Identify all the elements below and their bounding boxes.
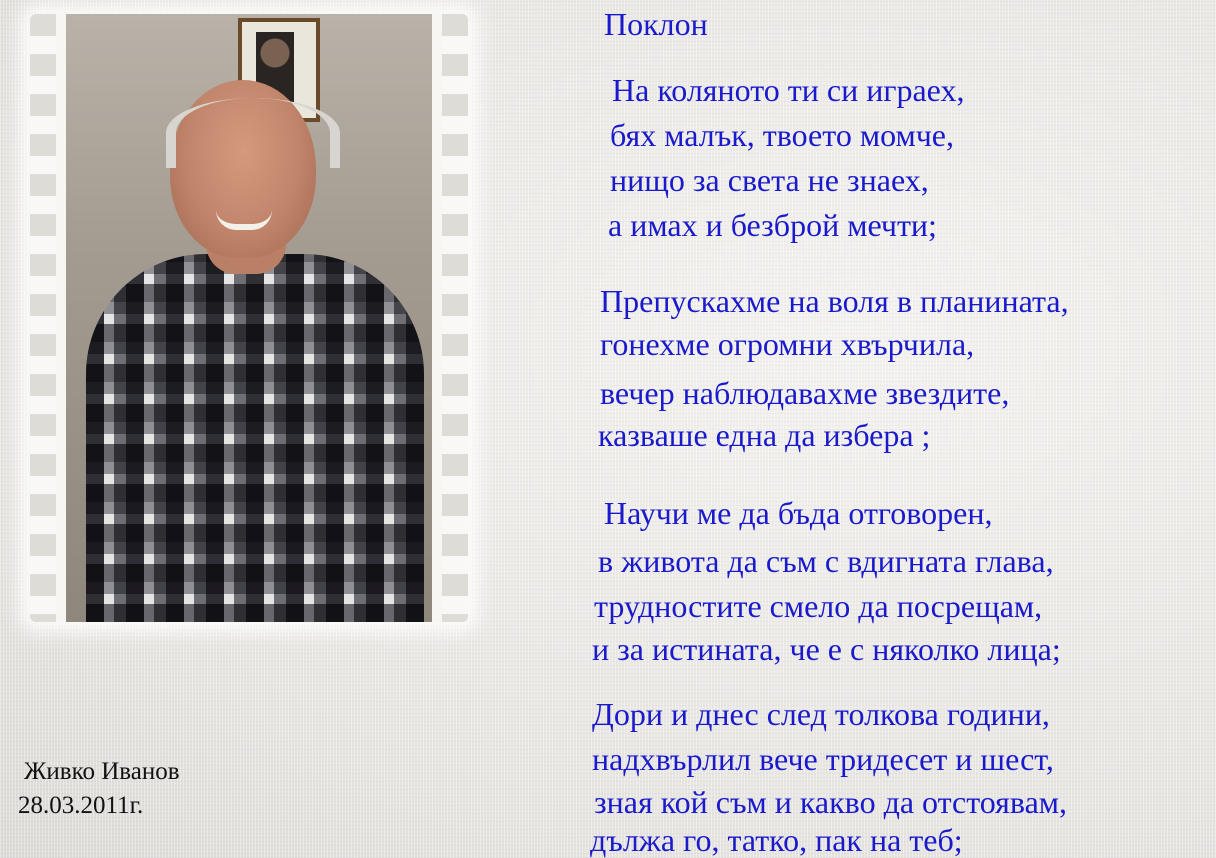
poem-line: казваше една да избера ; <box>598 417 931 453</box>
poem-line: вечер наблюдавахме звездите, <box>600 375 1010 411</box>
poem-line: Препускахме на воля в планината, <box>600 283 1069 319</box>
poem-line: зная кой съм и какво да отстоявам, <box>594 784 1068 820</box>
poem-date: 28.03.2011г. <box>18 792 144 819</box>
film-strip-left <box>30 14 56 622</box>
poem-line: трудностите смело да посрещам, <box>594 588 1043 624</box>
poem-line: а имах и безброй мечти; <box>608 207 937 243</box>
poem-line: гонехме огромни хвърчила, <box>600 326 975 362</box>
poem-line: На коляното ти си играех, <box>612 72 965 108</box>
poem-line: бях малък, твоето момче, <box>610 117 954 153</box>
poem-line: Научи ме да бъда отговорен, <box>604 495 993 531</box>
poem-line: Дори и днес след толкова години, <box>592 696 1050 732</box>
photo-frame <box>30 14 468 622</box>
poem-line: нищо за света не знаех, <box>610 162 929 198</box>
film-strip-right <box>442 14 468 622</box>
poem-line: в живота да съм с вдигната глава, <box>598 543 1054 579</box>
person-plaid-shirt <box>86 254 424 622</box>
person-hair <box>166 98 340 168</box>
poem-line: дължа го, татко, пак на теб; <box>590 822 963 858</box>
poem-line: и за истината, че е с няколко лица; <box>592 631 1061 667</box>
portrait-photo <box>66 14 432 622</box>
author-name: Живко Иванов <box>24 758 180 785</box>
poem-line: надхвърлил вече тридесет и шест, <box>592 741 1054 777</box>
poem-title: Поклон <box>604 6 708 42</box>
